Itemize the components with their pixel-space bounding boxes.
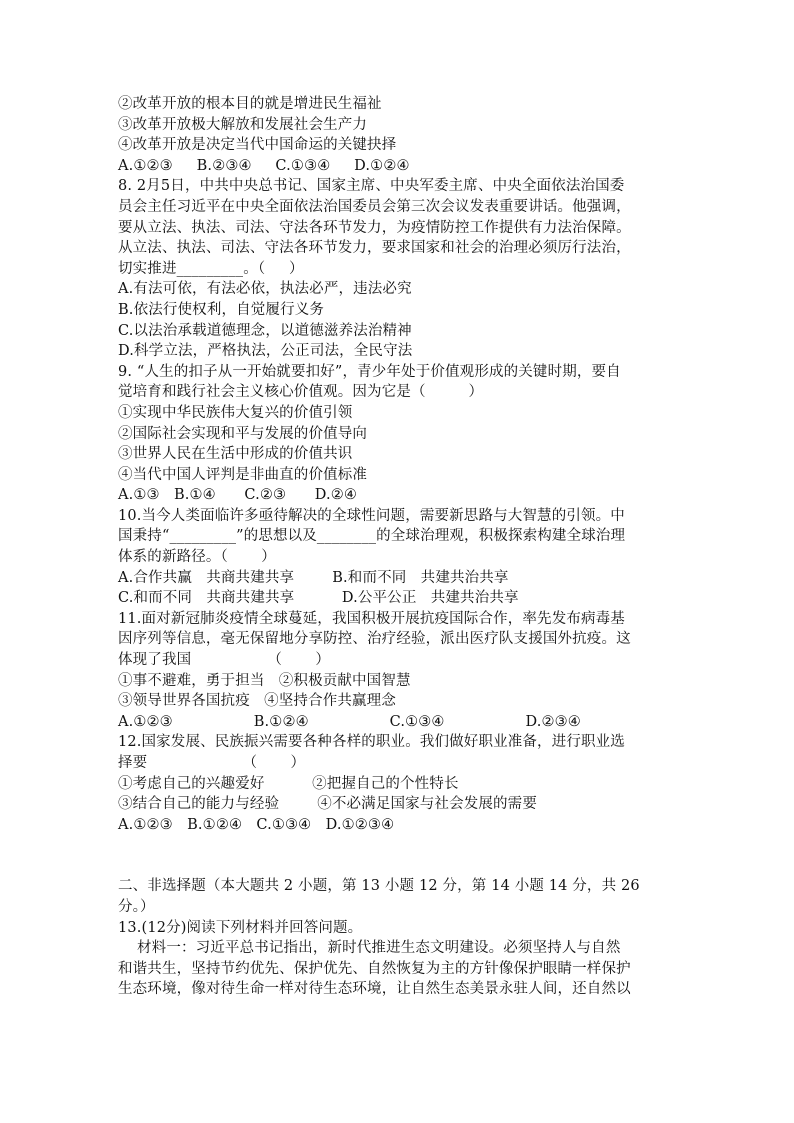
material-paragraph: 生态环境，像对待生命一样对待生态环境，让自然生态美景永驻人间，还自然以 — [118, 981, 631, 998]
question-10-stem: 体系的新路径。（ ） — [118, 549, 276, 566]
question-9-stem: 觉培育和践行社会主义核心价值观。因为它是（ ） — [118, 384, 484, 401]
text-line: ④改革开放是决定当代中国命运的关键抉择 — [118, 137, 397, 154]
material-paragraph: 材料一：习近平总书记指出，新时代推进生态文明建设。必须坚持人与自然 — [118, 940, 621, 957]
question-13-stem: 13.(12分)阅读下列材料并回答问题。 — [118, 919, 363, 936]
non-choice-section — [118, 876, 678, 1000]
statement-item: ①实现中华民族伟大复兴的价值引领 — [118, 404, 353, 421]
choice-questions-section — [118, 94, 678, 835]
question-9-stem: 9. “人生的扣子从一开始就要扣好”，青少年处于价值观形成的关键时期，要自 — [118, 363, 621, 380]
question-8-stem: 要从立法、执法、司法、守法各环节发力，为疫情防控工作提供有力法治保障。 — [118, 219, 631, 236]
option-d: D.科学立法，严格执法，公正司法，全民守法 — [118, 343, 413, 360]
section-heading: 二、非选择题（本大题共 2 小题，第 13 小题 12 分，第 14 小题 14 分，共 26 — [118, 878, 640, 895]
statement-item: ④当代中国人评判是非曲直的价值标准 — [118, 466, 368, 483]
option-a: A.有法可依，有法必依，执法必严，违法必究 — [118, 281, 412, 298]
question-8-stem: 切实推进_________。（ ） — [118, 260, 304, 277]
question-11-stem: 体现了我国 （ ） — [118, 652, 331, 669]
question-8-stem: 员会主任习近平在中央全面依法治国委员会第三次会议发表重要讲话。他强调， — [118, 198, 631, 215]
question-12-stem: 择要 （ ） — [118, 755, 306, 771]
question-8-stem: 从立法、执法、司法、守法各环节发力，要求国家和社会的治理必须厉行法治， — [118, 240, 631, 257]
answer-options: A.①③ B.①④ C.②③ D.②④ — [118, 487, 358, 504]
statement-item: ②国际社会实现和平与发展的价值导向 — [118, 425, 368, 442]
question-10-stem: 10.当今人类面临许多亟待解决的全球性问题，需要新思路与大智慧的引领。中 — [118, 507, 625, 524]
answer-options: A.①②③ B.②③④ C.①③④ D.①②④ — [118, 157, 410, 174]
answer-options: A.①②③ B.①②④ C.①③④ D.②③④ — [118, 713, 581, 730]
answer-options: A.①②③ B.①②④ C.①③④ D.①②③④ — [118, 816, 395, 833]
question-12-stem: 12.国家发展、民族振兴需要各种各样的职业。我们做好职业准备，进行职业选 — [118, 734, 625, 751]
question-11-stem: 因序列等信息，毫无保留地分享防控、治疗经验，派出医疗队支援国外抗疫。这 — [118, 631, 631, 648]
text-line: ③改革开放极大解放和发展社会生产力 — [118, 116, 368, 133]
statement-item: ①考虑自己的兴趣爱好 ②把握自己的个性特长 — [118, 775, 459, 792]
material-paragraph: 和谐共生，坚持节约优先、保护优先、自然恢复为主的方针像保护眼睛一样保护 — [118, 960, 631, 977]
answer-options: C.和而不同 共商共建共享 D.公平公正 共建共治共享 — [118, 590, 519, 607]
answer-options: A.合作共赢 共商共建共享 B.和而不同 共建共治共享 — [118, 569, 509, 586]
document-page — [118, 94, 678, 1000]
question-8-stem: 8. 2月5日，中共中央总书记、国家主席、中央军委主席、中央全面依法治国委 — [118, 178, 625, 195]
section-gap — [118, 835, 678, 876]
statement-item: ③领导世界各国抗疫 ④坚持合作共赢理念 — [118, 693, 396, 710]
question-10-stem: 国秉持“_________”的思想以及________的全球治理观，积极探索构建全球治理 — [118, 528, 626, 545]
section-heading: 分。） — [118, 898, 155, 915]
question-11-stem: 11.面对新冠肺炎疫情全球蔓延，我国积极开展抗疫国际合作，率先发布病毒基 — [118, 610, 625, 627]
statement-item: ③世界人民在生活中形成的价值共识 — [118, 446, 353, 463]
option-b: B.依法行使权利，自觉履行义务 — [118, 301, 325, 318]
option-c: C.以法治承载道德理念，以道德滋养法治精神 — [118, 322, 412, 339]
text-line: ②改革开放的根本目的就是增进民生福祉 — [118, 96, 382, 112]
statement-item: ①事不避难，勇于担当 ②积极贡献中国智慧 — [118, 672, 411, 689]
statement-item: ③结合自己的能力与经验 ④不必满足国家与社会发展的需要 — [118, 796, 537, 813]
